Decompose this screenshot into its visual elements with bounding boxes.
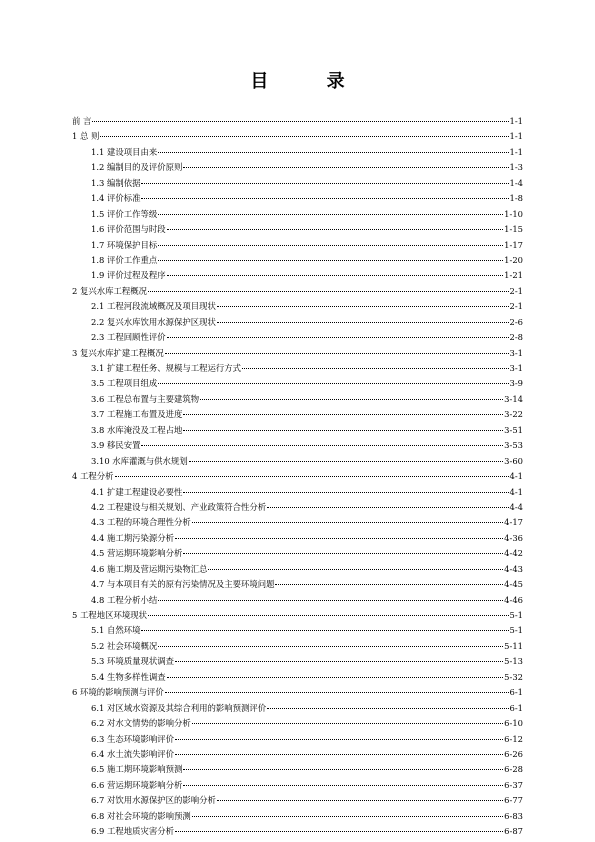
toc-entry-label: 4.6 施工期及营运期污染物汇总 xyxy=(91,563,208,574)
toc-section-entry[interactable] xyxy=(72,207,523,222)
dot-leader xyxy=(100,136,508,137)
table-of-contents xyxy=(72,114,523,840)
toc-entry-label: 3.1 扩建工程任务、规模与工程运行方式 xyxy=(91,363,241,373)
toc-entry-page-number: 1-17 xyxy=(504,239,523,250)
toc-entry-label: 1.7 环境保护目标 xyxy=(91,239,158,250)
toc-entry-page-number: 1-15 xyxy=(504,224,523,235)
toc-chapter-entry[interactable] xyxy=(72,469,523,484)
toc-entry-label: 3.10 水库灌溉与供水规划 xyxy=(91,455,188,466)
toc-entry-page-number: 4-17 xyxy=(504,517,523,528)
toc-section-entry[interactable] xyxy=(72,315,523,330)
toc-entry-label: 5.4 生物多样性调查 xyxy=(91,671,166,682)
toc-section-entry[interactable] xyxy=(72,531,523,546)
toc-entry-label: 1 总 则 xyxy=(72,131,100,142)
dot-leader xyxy=(141,445,503,446)
toc-section-entry[interactable] xyxy=(72,577,523,592)
toc-entry-label: 4.4 施工期污染源分析 xyxy=(91,532,174,543)
toc-entry-label: 1.8 评价工作重点 xyxy=(91,254,158,265)
toc-section-entry[interactable] xyxy=(72,454,523,469)
toc-section-entry[interactable] xyxy=(72,253,523,268)
toc-chapter-entry[interactable] xyxy=(72,114,523,129)
dot-leader xyxy=(165,692,509,693)
dot-leader xyxy=(167,337,509,338)
toc-entry-page-number: 4-1 xyxy=(509,471,523,482)
toc-entry-page-number: 3-22 xyxy=(504,409,523,420)
dot-leader xyxy=(217,306,509,307)
toc-entry-page-number: 3-1 xyxy=(509,347,523,358)
toc-section-entry[interactable] xyxy=(72,716,523,731)
dot-leader xyxy=(183,553,503,554)
toc-section-entry[interactable] xyxy=(72,778,523,793)
toc-entry-label: 6.4 水土流失影响评价 xyxy=(91,748,174,759)
toc-section-entry[interactable] xyxy=(72,222,523,237)
toc-section-entry[interactable] xyxy=(72,423,523,438)
dot-leader xyxy=(189,461,503,462)
toc-section-entry[interactable] xyxy=(72,809,523,824)
toc-section-entry[interactable] xyxy=(72,500,523,515)
toc-entry-label: 3.6 工程总布置与主要建筑物 xyxy=(91,393,200,404)
toc-entry-page-number: 3-51 xyxy=(504,424,523,435)
toc-section-entry[interactable] xyxy=(72,732,523,747)
dot-leader xyxy=(141,198,508,199)
toc-entry-page-number: 1-10 xyxy=(504,208,523,219)
toc-entry-label: 1.6 评价范围与时段 xyxy=(91,224,166,235)
toc-section-entry[interactable] xyxy=(72,160,523,175)
toc-entry-page-number: 1-4 xyxy=(509,177,523,188)
toc-entry-page-number: 5-1 xyxy=(509,610,523,620)
toc-entry-label: 3 复兴水库扩建工程概况 xyxy=(72,347,164,358)
toc-entry-label: 1.1 建设项目由来 xyxy=(91,146,158,157)
toc-entry-page-number: 3-14 xyxy=(504,393,523,404)
toc-entry-page-number: 6-87 xyxy=(504,826,523,837)
toc-entry-page-number: 5-1 xyxy=(509,625,523,636)
toc-entry-label: 6.9 工程地质灾害分析 xyxy=(91,826,174,837)
toc-entry-label: 5.1 自然环境 xyxy=(91,625,141,636)
dot-leader xyxy=(175,754,503,755)
dot-leader xyxy=(183,430,503,431)
toc-section-entry[interactable] xyxy=(72,515,523,530)
toc-entry-page-number: 6-1 xyxy=(509,702,523,713)
dot-leader xyxy=(158,152,508,153)
dot-leader xyxy=(217,800,503,801)
toc-entry-page-number: 4-43 xyxy=(504,563,523,574)
toc-section-entry[interactable] xyxy=(72,824,523,839)
toc-entry-label: 6.7 对饮用水源保护区的影响分析 xyxy=(91,795,216,806)
dot-leader xyxy=(192,522,503,523)
toc-entry-page-number: 3-53 xyxy=(504,440,523,451)
toc-entry-label: 2.3 工程回顾性评价 xyxy=(91,332,166,343)
toc-section-entry[interactable] xyxy=(72,191,523,206)
dot-leader xyxy=(115,476,509,477)
toc-entry-label: 6.1 对区域水资源及其综合利用的影响预测评价 xyxy=(91,702,267,713)
toc-entry-label: 3.8 水库淹没及工程占地 xyxy=(91,424,183,435)
toc-entry-page-number: 2-1 xyxy=(509,301,523,312)
dot-leader xyxy=(158,646,503,647)
toc-entry-label: 4.8 工程分析小结 xyxy=(91,594,158,605)
dot-leader xyxy=(148,291,509,292)
toc-entry-page-number: 1-1 xyxy=(509,146,523,157)
toc-chapter-entry[interactable] xyxy=(72,685,523,700)
dot-leader xyxy=(200,399,503,400)
toc-entry-page-number: 6-10 xyxy=(504,718,523,729)
toc-entry-label: 2.2 复兴水库饮用水源保护区现状 xyxy=(91,316,216,327)
toc-entry-label: 3.9 移民安置 xyxy=(91,440,141,451)
dot-leader xyxy=(158,383,508,384)
toc-entry-label: 1.9 评价过程及程序 xyxy=(91,270,166,281)
toc-entry-page-number: 3-1 xyxy=(509,363,523,373)
toc-section-entry[interactable] xyxy=(72,176,523,191)
toc-entry-page-number: 2-8 xyxy=(509,332,523,343)
toc-entry-page-number: 6-83 xyxy=(504,810,523,821)
toc-entry-label: 4.3 工程的环境合理性分析 xyxy=(91,517,191,528)
toc-section-entry[interactable] xyxy=(72,639,523,654)
toc-section-entry[interactable] xyxy=(72,145,523,160)
dot-leader xyxy=(208,569,503,570)
toc-section-entry[interactable] xyxy=(72,793,523,808)
toc-section-entry[interactable] xyxy=(72,376,523,391)
toc-section-entry[interactable] xyxy=(72,268,523,283)
dot-leader xyxy=(167,677,504,678)
toc-entry-label: 1.3 编制依据 xyxy=(91,177,141,188)
toc-section-entry[interactable] xyxy=(72,762,523,777)
toc-entry-page-number: 4-36 xyxy=(504,532,523,543)
dot-leader xyxy=(175,831,503,832)
toc-entry-page-number: 1-1 xyxy=(509,131,523,142)
toc-entry-page-number: 5-32 xyxy=(504,671,523,682)
page-title: 目 录 xyxy=(250,71,371,92)
dot-leader xyxy=(183,414,503,415)
toc-entry-label: 5 工程地区环境现状 xyxy=(72,610,147,620)
dot-leader xyxy=(167,229,504,230)
toc-entry-label: 3.7 工程施工布置及进度 xyxy=(91,409,183,420)
toc-entry-page-number: 1-3 xyxy=(509,162,523,173)
toc-entry-page-number: 6-28 xyxy=(504,764,523,775)
dot-leader xyxy=(267,708,508,709)
toc-entry-label: 6.6 营运期环境影响分析 xyxy=(91,779,183,790)
dot-leader xyxy=(275,584,503,585)
dot-leader xyxy=(141,183,508,184)
dot-leader xyxy=(183,785,503,786)
toc-entry-label: 6.5 施工期环境影响预测 xyxy=(91,764,183,775)
toc-section-entry[interactable] xyxy=(72,438,523,453)
toc-section-entry[interactable] xyxy=(72,238,523,253)
dot-leader xyxy=(167,275,504,276)
toc-entry-page-number: 6-1 xyxy=(509,687,523,698)
toc-entry-page-number: 4-4 xyxy=(509,501,523,512)
dot-leader xyxy=(148,615,509,616)
toc-entry-page-number: 6-77 xyxy=(504,795,523,806)
toc-section-entry[interactable] xyxy=(72,299,523,314)
dot-leader xyxy=(92,121,508,122)
toc-entry-label: 3.5 工程项目组成 xyxy=(91,378,158,389)
dot-leader xyxy=(192,723,503,724)
toc-entry-page-number: 2-6 xyxy=(509,316,523,327)
dot-leader xyxy=(183,167,508,168)
toc-section-entry[interactable] xyxy=(72,623,523,638)
dot-leader xyxy=(175,661,503,662)
dot-leader xyxy=(217,322,509,323)
toc-chapter-entry[interactable] xyxy=(72,608,523,623)
toc-chapter-entry[interactable] xyxy=(72,284,523,299)
toc-entry-page-number: 1-21 xyxy=(504,270,523,281)
dot-leader xyxy=(175,538,503,539)
toc-entry-label: 4.2 工程建设与相关规划、产业政策符合性分析 xyxy=(91,501,267,512)
toc-section-entry[interactable] xyxy=(72,670,523,685)
dot-leader xyxy=(158,600,503,601)
toc-entry-label: 6.2 对水文情势的影响分析 xyxy=(91,718,191,729)
toc-chapter-entry[interactable] xyxy=(72,346,523,361)
toc-section-entry[interactable] xyxy=(72,407,523,422)
dot-leader xyxy=(183,769,503,770)
toc-entry-label: 5.3 环境质量现状调查 xyxy=(91,656,174,667)
toc-entry-page-number: 4-42 xyxy=(504,548,523,559)
toc-entry-page-number: 2-1 xyxy=(509,285,523,296)
toc-section-entry[interactable] xyxy=(72,361,523,376)
toc-entry-label: 4.5 营运期环境影响分析 xyxy=(91,548,183,559)
toc-entry-page-number: 6-12 xyxy=(504,733,523,744)
toc-entry-page-number: 3-60 xyxy=(504,455,523,466)
toc-chapter-entry[interactable] xyxy=(72,129,523,144)
toc-entry-page-number: 4-45 xyxy=(504,579,523,590)
toc-entry-label: 4 工程分析 xyxy=(72,471,114,482)
toc-entry-label: 2 复兴水库工程概况 xyxy=(72,285,147,296)
dot-leader xyxy=(165,353,509,354)
toc-section-entry[interactable] xyxy=(72,392,523,407)
dot-leader xyxy=(242,368,509,369)
toc-entry-page-number: 4-46 xyxy=(504,594,523,605)
dot-leader xyxy=(192,816,503,817)
dot-leader xyxy=(158,214,503,215)
toc-entry-page-number: 5-13 xyxy=(504,656,523,667)
toc-entry-label: 前 言 xyxy=(72,116,92,126)
toc-entry-label: 1.4 评价标准 xyxy=(91,193,141,204)
toc-entry-page-number: 6-26 xyxy=(504,748,523,759)
toc-section-entry[interactable] xyxy=(72,593,523,608)
toc-entry-page-number: 1-8 xyxy=(509,193,523,204)
toc-entry-label: 1.2 编制目的及评价原则 xyxy=(91,162,183,173)
toc-section-entry[interactable] xyxy=(72,654,523,669)
toc-entry-page-number: 5-11 xyxy=(504,640,523,651)
toc-entry-page-number: 6-37 xyxy=(504,779,523,790)
toc-entry-label: 6.8 对社会环境的影响预测 xyxy=(91,810,191,821)
toc-entry-label: 6.3 生态环境影响评价 xyxy=(91,733,174,744)
toc-section-entry[interactable] xyxy=(72,747,523,762)
toc-section-entry[interactable] xyxy=(72,330,523,345)
toc-entry-label: 2.1 工程河段流域概况及项目现状 xyxy=(91,301,216,312)
dot-leader xyxy=(267,507,508,508)
toc-section-entry[interactable] xyxy=(72,485,523,500)
toc-entry-label: 4.7 与本项目有关的原有污染情况及主要环境问题 xyxy=(91,579,275,590)
toc-section-entry[interactable] xyxy=(72,562,523,577)
dot-leader xyxy=(175,739,503,740)
toc-entry-label: 6 环境的影响预测与评价 xyxy=(72,687,164,698)
dot-leader xyxy=(141,630,508,631)
toc-entry-label: 4.1 扩建工程建设必要性 xyxy=(91,486,183,497)
toc-entry-page-number: 3-9 xyxy=(509,378,523,389)
toc-entry-label: 5.2 社会环境概况 xyxy=(91,640,158,651)
toc-section-entry[interactable] xyxy=(72,546,523,561)
toc-entry-label: 1.5 评价工作等级 xyxy=(91,208,158,219)
toc-entry-page-number: 1-20 xyxy=(504,254,523,265)
dot-leader xyxy=(183,492,508,493)
toc-section-entry[interactable] xyxy=(72,701,523,716)
toc-entry-page-number: 1-1 xyxy=(509,116,523,126)
toc-entry-page-number: 4-1 xyxy=(509,486,523,497)
dot-leader xyxy=(158,245,503,246)
dot-leader xyxy=(158,260,503,261)
